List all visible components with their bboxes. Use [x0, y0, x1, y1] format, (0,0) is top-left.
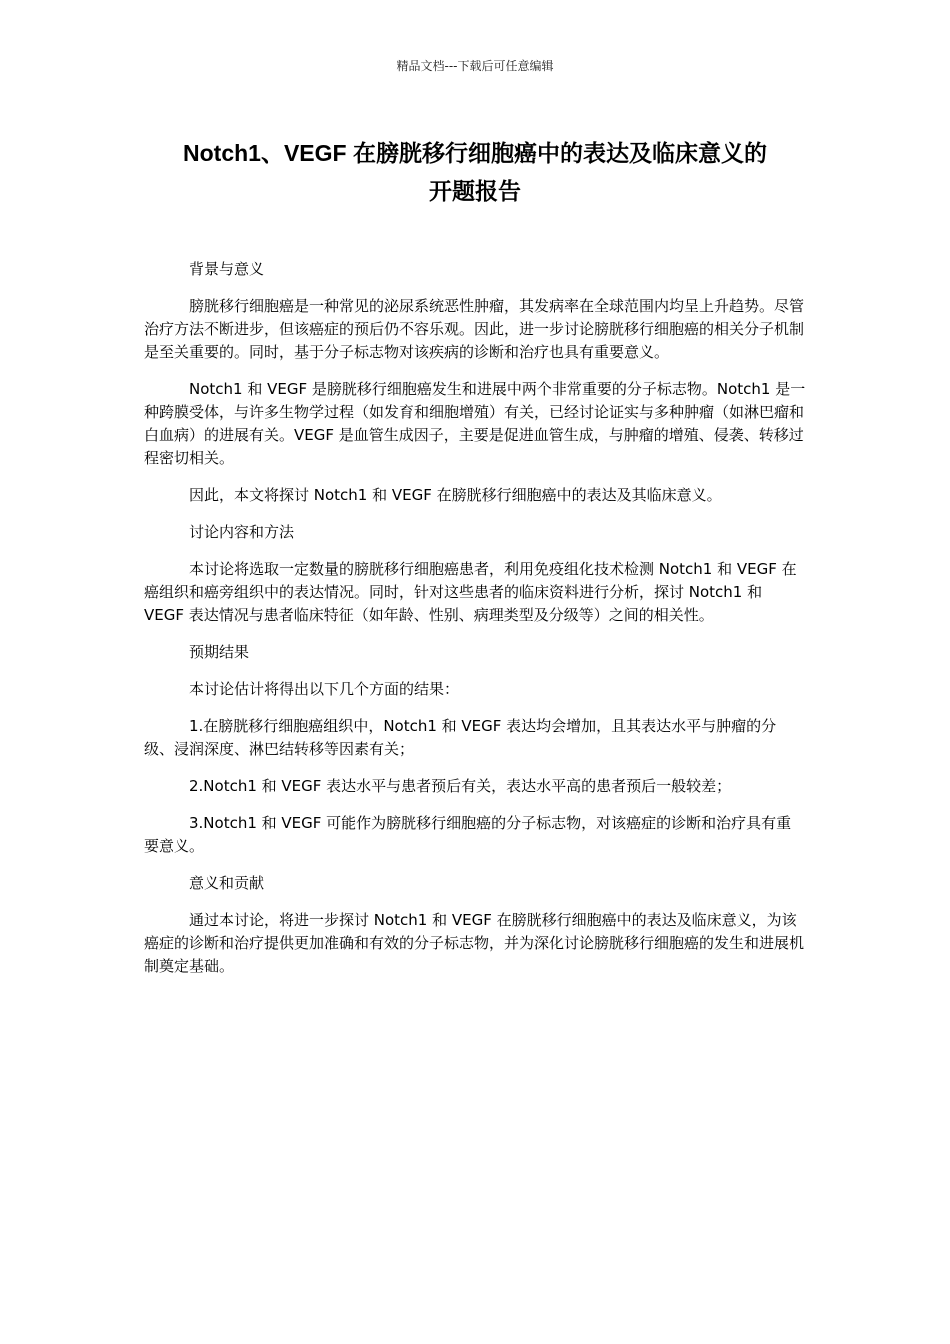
result-item-2: 2.Notch1 和 VEGF 表达水平与患者预后有关，表达水平高的患者预后一般较差； — [189, 777, 732, 795]
result-item-1: 1.在膀胱移行细胞癌组织中，Notch1 和 VEGF 表达均会增加，且其表达水平与肿瘤的分级、浸润深度、淋巴结转移等因素有关； — [144, 717, 777, 758]
paragraph-background: 膀胱移行细胞癌是一种常见的泌尿系统恶性肿瘤，其发病率在全球范围内均呈上升趋势。尽管治疗方法不断进步，但该癌症的预后仍不容乐观。因此，进一步讨论膀胱移行细胞癌的相关分子机制是至关重要的。同时，基于分子标志物对该疾病的诊断和治疗也具有重要意义。 — [144, 297, 805, 361]
document-title — [130, 134, 820, 210]
document-body — [144, 258, 806, 992]
title-line-2: 开题报告 — [429, 178, 521, 204]
section-heading-expected-results: 预期结果 — [189, 643, 250, 661]
paragraph-markers: Notch1 和 VEGF 是膀胱移行细胞癌发生和进展中两个非常重要的分子标志物。Notch1 是一种跨膜受体，与许多生物学过程（如发育和细胞增殖）有关，已经讨论证实与多种肿瘤（如淋巴瘤和白血病）的进展有关。VEGF 是血管生成因子，主要是促进血管生成，与肿瘤的增殖、侵袭、转移过程密切相关。 — [144, 380, 806, 467]
title-line-1: Notch1、VEGF 在膀胱移行细胞癌中的表达及临床意义的 — [183, 140, 767, 166]
header-note: 精品文档---下载后可任意编辑 — [396, 59, 554, 73]
section-heading-background: 背景与意义 — [189, 260, 265, 278]
section-heading-significance: 意义和贡献 — [189, 874, 265, 892]
paragraph-aim: 因此，本文将探讨 Notch1 和 VEGF 在膀胱移行细胞癌中的表达及其临床意义。 — [189, 486, 722, 504]
paragraph-results-intro: 本讨论估计将得出以下几个方面的结果： — [189, 680, 460, 698]
section-heading-methods: 讨论内容和方法 — [189, 523, 295, 541]
result-item-3: 3.Notch1 和 VEGF 可能作为膀胱移行细胞癌的分子标志物，对该癌症的诊断和治疗具有重要意义。 — [144, 814, 792, 855]
paragraph-methods: 本讨论将选取一定数量的膀胱移行细胞癌患者，利用免疫组化技术检测 Notch1 和 VEGF 在癌组织和癌旁组织中的表达情况。同时，针对这些患者的临床资料进行分析，探讨 Notch1 和 VEGF 表达情况与患者临床特征（如年龄、性别、病理类型及分级等）之间的相关性。 — [144, 560, 797, 624]
paragraph-significance: 通过本讨论，将进一步探讨 Notch1 和 VEGF 在膀胱移行细胞癌中的表达及临床意义，为该癌症的诊断和治疗提供更加准确和有效的分子标志物，并为深化讨论膀胱移行细胞癌的发生和进展机制奠定基础。 — [144, 911, 805, 975]
